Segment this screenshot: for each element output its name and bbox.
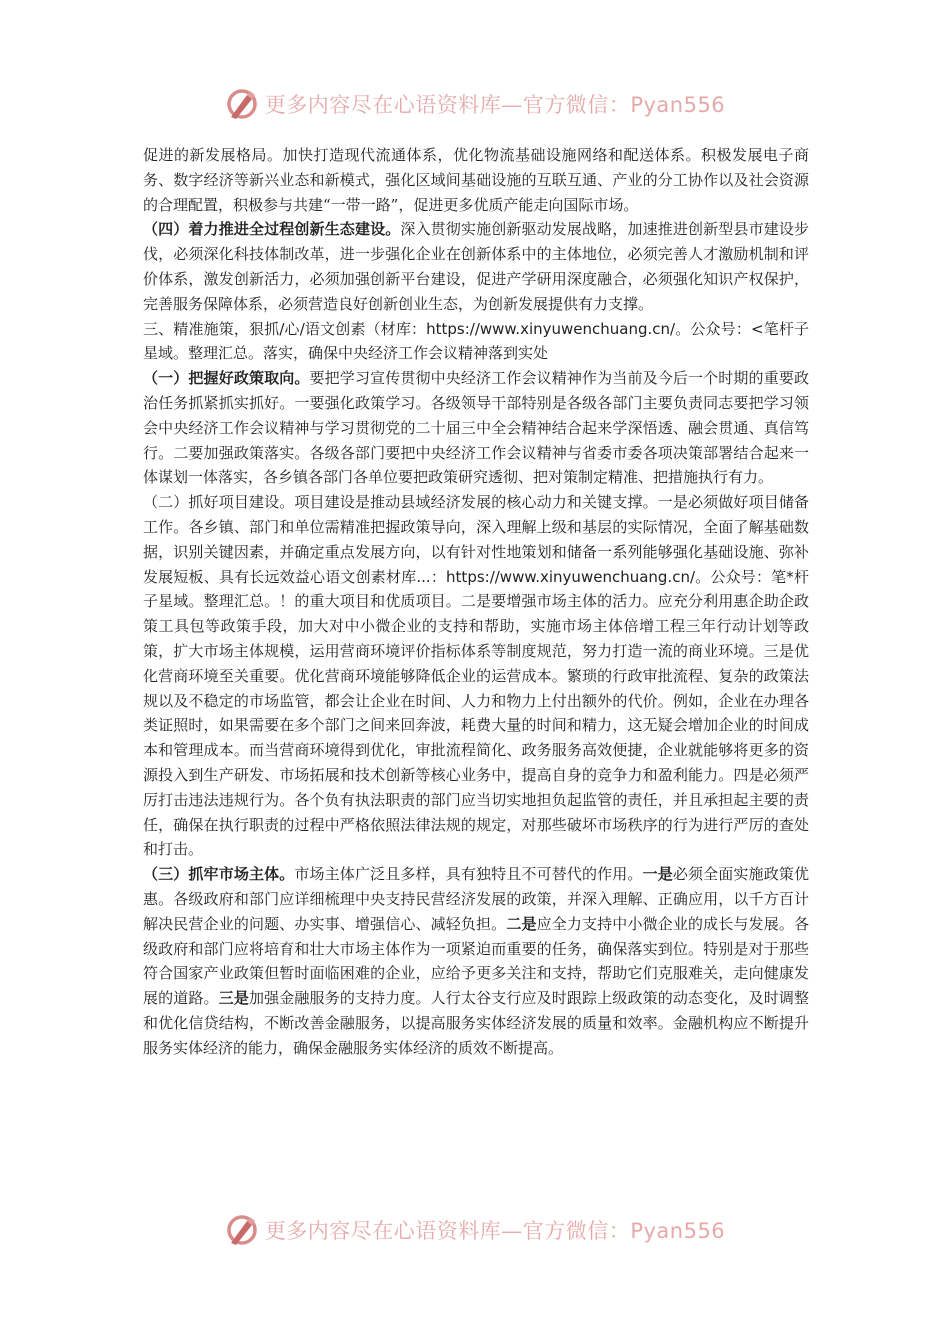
banner-text: 更多内容尽在心语资料库—官方微信：Pyan556 — [264, 1219, 726, 1243]
document-body — [143, 143, 809, 1060]
section-heading: （四）着力推进全过程创新生态建设。 — [143, 220, 401, 239]
paragraph — [143, 366, 809, 490]
section-title: 三、精准施策，狠抓/心/语文创素（材库：https://www.xinyuwenchuang.cn/。公众号：<笔杆子星域。整理汇总。落实，确保中央经济工作会议精神落到实处 — [143, 319, 809, 363]
paragraph: （二）抓好项目建设。项目建设是推动县域经济发展的核心动力和关键支撑。一是必须做好项目储备工作。各乡镇、部门和单位需精准把握政策导向，深入理解上级和基层的实际情况，全面了解基础数据，识别关键因素，并确定重点发展方向，以有针对性地策划和储备一系列能够强化基础设施、弥补发展短板、具有长远效益心语文创素材库...：https://www.xinyuwenchuang.cn/。公众号：笔*杆子星域。整理汇总。！的重大项目和优质项目。二是要增强市场主体的活力。应充分利用惠企助企政策工具包等政策手段，加大对中小微企业的支持和帮助，实施市场主体倍增工程三年行动计划等政策，扩大市场主体规模，运用营商环境评价指标体系等制度规范，努力打造一流的商业环境。三是优化营商环境至关重要。优化营商环境能够降低企业的运营成本。繁琐的行政审批流程、复杂的政策法规以及不稳定的市场监管，都会让企业在时间、人力和物力上付出额外的代价。例如，企业在办理各类证照时，如果需要在多个部门之间来回奔波，耗费大量的时间和精力，这无疑会增加企业的时间成本和管理成本。而当营商环境得到优化，审批流程简化、政务服务高效便捷，企业就能够将更多的资源投入到生产研发、市场拓展和技术创新等核心业务中，提高自身的竞争力和盈利能力。四是必须严厉打击违法违规行为。各个负有执法职责的部门应当切实地担负起监管的责任，并且承担起主要的责任，确保在执行职责的过程中严格依照法律法规的规定，对那些破坏市场秩序的行为进行严厉的查处和打击。 — [143, 493, 809, 859]
pen-circle-logo-icon — [225, 1213, 259, 1247]
paragraph-body: 应全力支持中小微企业的成长与发展。各级政府和部门应将培育和壮大市场主体作为一项紧迫而重要的任务，确保落实到位。特别是对于那些符合国家产业政策但暂时面临困难的企业，应给予更多关注和支持，帮助它们克服难关，走向健康发展的道路。 — [143, 914, 809, 1008]
wechat-id: Pyan556 — [630, 93, 726, 117]
section-heading: （三）抓牢市场主体。 — [143, 865, 295, 884]
paragraph-body: 深入贯彻实施创新驱动发展战略，加速推进创新型县市建设步伐，必须深化科技体制改革，进一步强化企业在创新体系中的主体地位，必须完善人才激励机制和评价体系，激发创新活力，必须加强创新平台建设，促进产学研用深度融合，必须强化知识产权保护，完善服务保障体系，必须营造良好创新创业生态，为创新发展提供有力支撑。 — [143, 220, 809, 313]
watermark-banner-top — [0, 82, 950, 126]
paragraph — [143, 217, 809, 316]
paragraph — [143, 862, 809, 1060]
list-marker: 二是 — [506, 914, 537, 933]
paragraph-body: 要把学习宣传贯彻中央经济工作会议精神作为当前及今后一个时期的重要政治任务抓紧抓实抓好。一要强化政策学习。各级领导干部特别是各级各部门主要负责同志要把学习领会中央经济工作会议精神与学习贯彻党的二十届三中全会精神结合起来学深悟透、融会贯通、真信笃行。二要加强政策落实。各级各部门要把中央经济工作会议精神与省委市委各项决策部署结合起来一体谋划一体落实，各乡镇各部门各单位要把政策研究透彻、把对策制定精准、把措施执行有力。 — [143, 369, 809, 487]
list-marker: 三是 — [218, 989, 249, 1008]
watermark-banner-bottom — [0, 1208, 950, 1252]
banner-text: 更多内容尽在心语资料库—官方微信：Pyan556 — [264, 93, 726, 117]
paragraph-body: 必须全面实施政策优惠。各级政府和部门应详细梳理中央支持民营经济发展的政策，并深入理解、正确应用，以千方百计解决民营企业的问题、办实事、增强信心、减轻负担。 — [143, 865, 809, 933]
section-heading: （一）把握好政策取向。 — [143, 369, 310, 388]
wechat-id: Pyan556 — [630, 1219, 726, 1243]
paragraph-body: 加强金融服务的支持力度。人行太谷支行应及时跟踪上级政策的动态变化，及时调整和优化信贷结构，不断改善金融服务，以提高服务实体经济发展的质量和效率。金融机构应不断提升服务实体经济的能力，确保金融服务实体经济的质效不断提高。 — [143, 989, 809, 1057]
paragraph: 促进的新发展格局。加快打造现代流通体系，优化物流基础设施网络和配送体系。积极发展电子商务、数字经济等新兴业态和新模式，强化区域间基础设施的互联互通、产业的分工协作以及社会资源的合理配置，积极参与共建“一带一路”，促进更多优质产能走向国际市场。 — [143, 146, 809, 214]
list-marker: 一是 — [642, 865, 673, 884]
paragraph-body: 市场主体广泛且多样，具有独特且不可替代的作用。 — [294, 865, 643, 884]
pen-circle-logo-icon — [225, 87, 259, 121]
